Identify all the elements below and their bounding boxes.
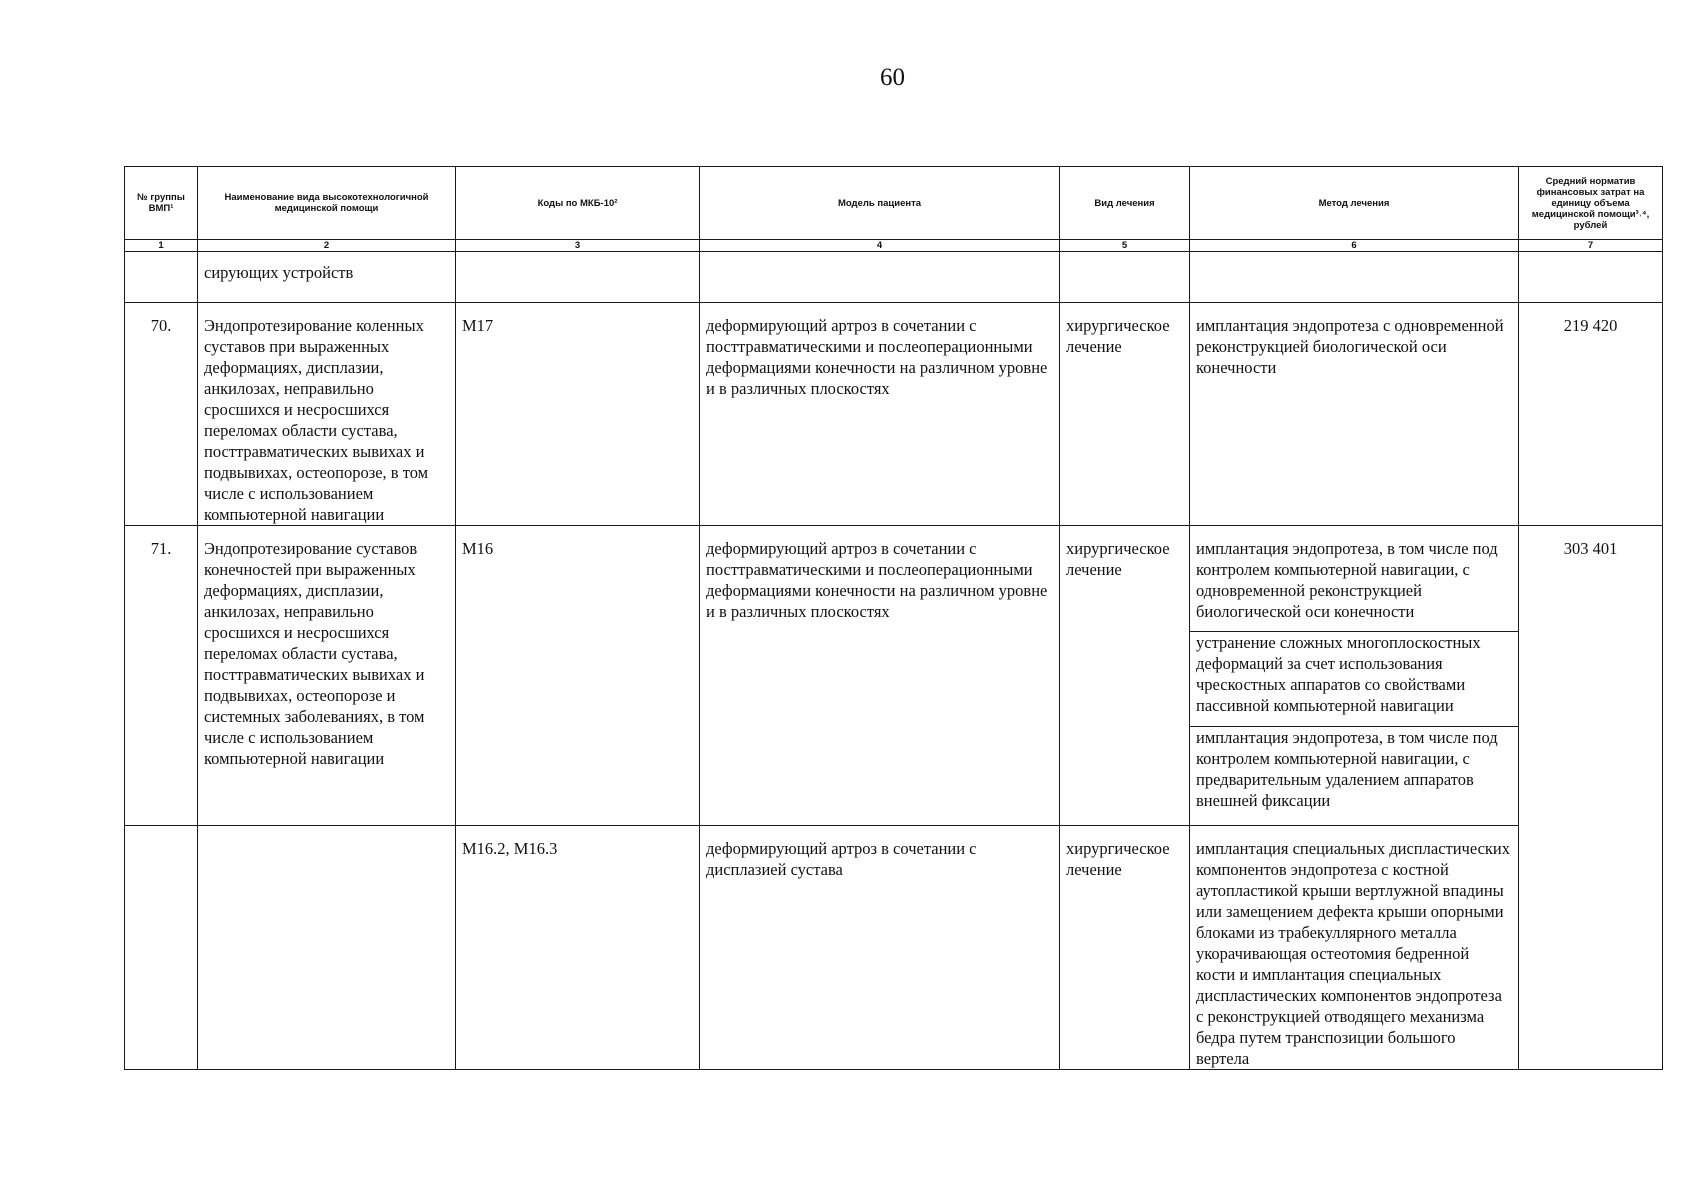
- norm-cell: [1519, 252, 1663, 303]
- header-treatment-method: Метод лечения: [1190, 167, 1519, 240]
- method-cell: имплантация эндопротеза с одновременной реконструкцией биологической оси конечности: [1190, 303, 1519, 526]
- header-icd-codes: Коды по МКБ-10²: [456, 167, 700, 240]
- codes-cell: M17: [456, 303, 700, 526]
- care-type-cell: Эндопротезирование коленных суставов при выраженных деформациях, дисплазии, анкилозах, неправильно сросшихся и несросшихся переломах области сустава, посттравматических вывихах и подвывихах, остеопорозе, в том числе с использованием компьютерной навигации: [198, 303, 456, 526]
- method-cell: имплантация специальных диспластических компонентов эндопротеза с костной аутопластикой крыши вертлужной впадины или замещением дефекта крыши опорными блоками из трабекуллярного металла укорачивающая остеотомия бедренной кости и имплантация специальных диспластических компонентов эндопротеза с реконструкцией отводящего механизма бедра путем транспозиции большого вертела: [1190, 826, 1519, 1070]
- codes-cell: M16.2, M16.3: [456, 826, 700, 1070]
- method-cell: имплантация эндопротеза, в том числе под контролем компьютерной навигации, с одновременной реконструкцией биологической оси конечности: [1190, 526, 1519, 632]
- page-number: 60: [880, 64, 905, 91]
- vmp-table: [124, 166, 1663, 1070]
- column-number-row: [125, 240, 1663, 252]
- column-number: 3: [456, 240, 700, 252]
- treatment-cell: хирургическое лечение: [1060, 303, 1190, 526]
- header-group-number: № группы ВМП¹: [125, 167, 198, 240]
- model-cell: деформирующий артроз в сочетании с дисплазией сустава: [700, 826, 1060, 1070]
- column-number: 5: [1060, 240, 1190, 252]
- treatment-cell: [1060, 252, 1190, 303]
- table-row-70: [125, 303, 1663, 526]
- table-row-continuation: [125, 252, 1663, 303]
- model-cell: деформирующий артроз в сочетании с посттравматическими и послеоперационными деформациями конечности на различном уровне и в различных плоскостях: [700, 303, 1060, 526]
- method-cell: [1190, 252, 1519, 303]
- group-number: 71.: [125, 526, 198, 826]
- codes-cell: M16: [456, 526, 700, 826]
- model-cell: деформирующий артроз в сочетании с посттравматическими и послеоперационными деформациями конечности на различном уровне и в различных плоскостях: [700, 526, 1060, 826]
- header-care-type: Наименование вида высокотехнологичной медицинской помощи: [198, 167, 456, 240]
- method-cell: устранение сложных многоплоскостных деформаций за счет использования чрескостных аппаратов со свойствами пассивной компьютерной навигации: [1190, 632, 1519, 727]
- treatment-cell: хирургическое лечение: [1060, 526, 1190, 826]
- treatment-cell: хирургическое лечение: [1060, 826, 1190, 1070]
- header-cost-norm: Средний норматив финансовых затрат на единицу объема медицинской помощи³˒⁴, рублей: [1519, 167, 1663, 240]
- column-number: 7: [1519, 240, 1663, 252]
- care-type-cell: [198, 826, 456, 1070]
- column-number: 2: [198, 240, 456, 252]
- header-patient-model: Модель пациента: [700, 167, 1060, 240]
- group-cell: [125, 252, 198, 303]
- care-type-cell: Эндопротезирование суставов конечностей при выраженных деформациях, дисплазии, анкилозах, неправильно сросшихся и несросшихся переломах области сустава, посттравматических вывихах и подвывихах, остеопорозе и системных заболеваниях, в том числе с использованием компьютерной навигации: [198, 526, 456, 826]
- table-row-71: [125, 526, 1663, 632]
- model-cell: [700, 252, 1060, 303]
- column-number: 4: [700, 240, 1060, 252]
- method-cell: имплантация эндопротеза, в том числе под контролем компьютерной навигации, с предварительным удалением аппаратов внешней фиксации: [1190, 727, 1519, 826]
- column-number: 1: [125, 240, 198, 252]
- cost-norm: 303 401: [1519, 526, 1663, 1070]
- header-treatment-type: Вид лечения: [1060, 167, 1190, 240]
- care-type-cell: сирующих устройств: [198, 252, 456, 303]
- header-row: [125, 167, 1663, 240]
- table-row-71-sub: [125, 826, 1663, 1070]
- column-number: 6: [1190, 240, 1519, 252]
- group-cell: [125, 826, 198, 1070]
- cost-norm: 219 420: [1519, 303, 1663, 526]
- group-number: 70.: [125, 303, 198, 526]
- codes-cell: [456, 252, 700, 303]
